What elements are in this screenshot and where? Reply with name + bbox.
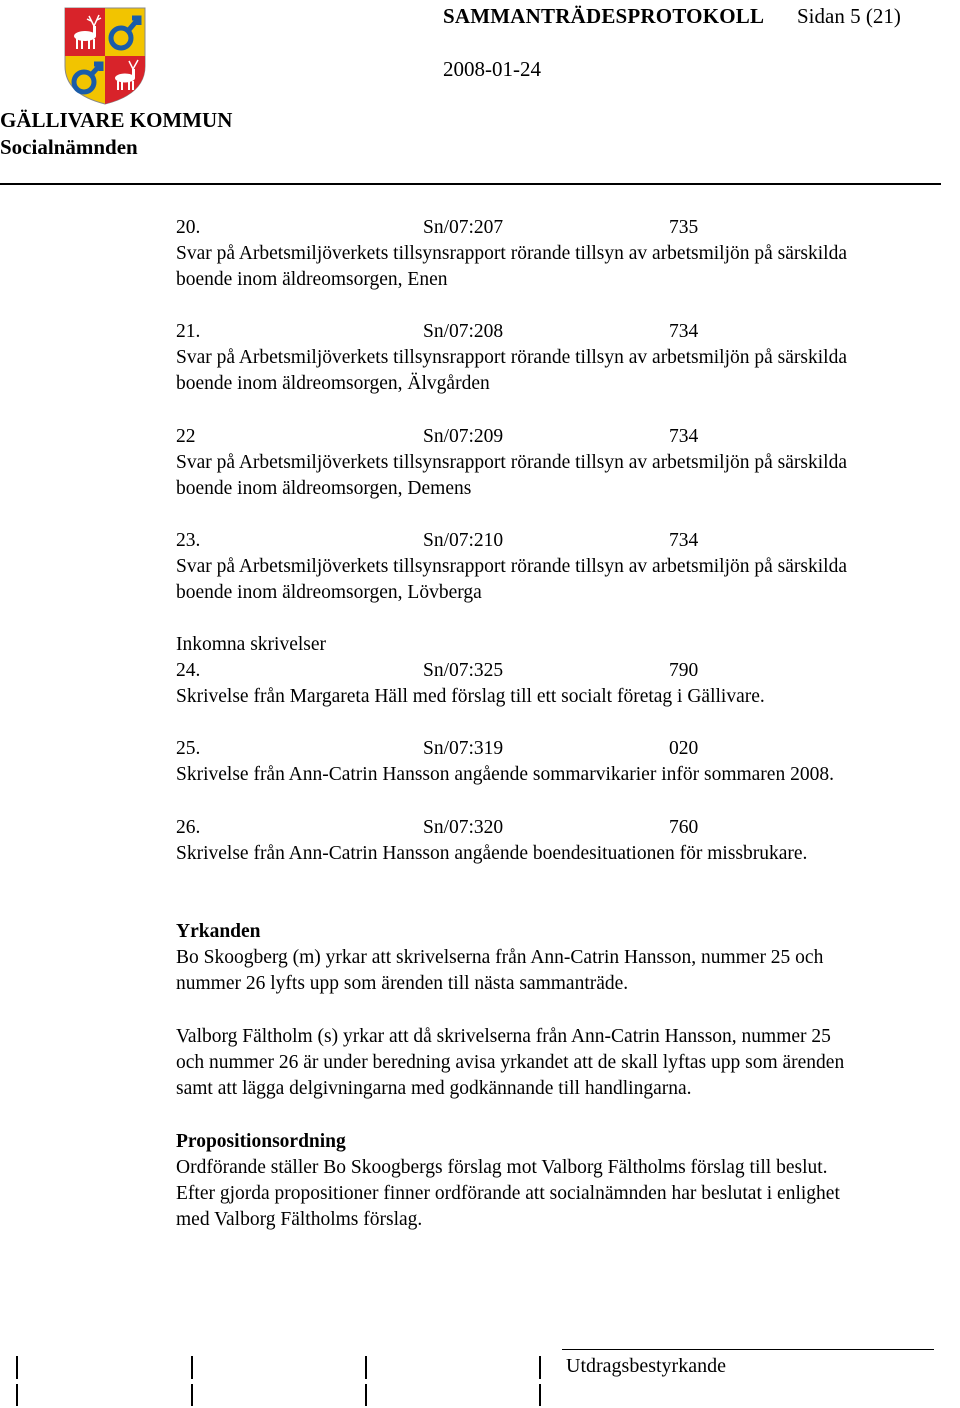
- item-header: [176, 425, 956, 449]
- item-text: Skrivelse från Ann-Catrin Hansson angående sommarvikarier inför sommaren 2008.: [176, 764, 834, 785]
- item-header: [176, 737, 956, 761]
- meeting-date: 2008-01-24: [443, 57, 541, 81]
- item-reference: Sn/07:319: [423, 738, 504, 759]
- paragraph-line: Efter gjorda propositioner finner ordförande att socialnämnden har beslutat i enlighet: [176, 1183, 840, 1204]
- item-reference: Sn/07:207: [423, 217, 504, 238]
- document-title: SAMMANTRÄDESPROTOKOLL: [443, 4, 765, 28]
- item-text: Skrivelse från Ann-Catrin Hansson angående boendesituationen för missbrukare.: [176, 843, 808, 864]
- paragraph-line: med Valborg Fältholms förslag.: [176, 1209, 423, 1230]
- item-text: boende inom äldreomsorgen, Enen: [176, 269, 448, 290]
- signature-divider: [365, 1356, 367, 1379]
- item-text: boende inom äldreomsorgen, Demens: [176, 478, 472, 499]
- item-reference: Sn/07:210: [423, 530, 504, 551]
- item-header: [176, 529, 956, 553]
- item-text: Skrivelse från Margareta Häll med förslag till ett socialt företag i Gällivare.: [176, 686, 765, 707]
- paragraph-line: Valborg Fältholm (s) yrkar att då skrivelserna från Ann-Catrin Hansson, nummer 25: [176, 1026, 831, 1047]
- header-divider: [0, 183, 941, 185]
- item-text: Svar på Arbetsmiljöverkets tillsynsrapport rörande tillsyn av arbetsmiljön på särskilda: [176, 347, 847, 368]
- municipality-name: GÄLLIVARE KOMMUN: [0, 108, 233, 132]
- footer-rule: [562, 1349, 934, 1350]
- signature-boxes: [0, 1340, 960, 1408]
- item-header: [176, 216, 956, 240]
- item-number: 22: [176, 426, 196, 447]
- item-reference: Sn/07:325: [423, 660, 504, 681]
- item-code: 760: [669, 817, 699, 838]
- item-code: 020: [669, 738, 699, 759]
- signature-divider: [539, 1384, 541, 1406]
- item-header: [176, 659, 956, 683]
- certification-label: Utdragsbestyrkande: [566, 1355, 726, 1377]
- incoming-heading: Inkomna skrivelser: [176, 634, 327, 655]
- item-number: 23.: [176, 530, 201, 551]
- signature-divider: [539, 1356, 541, 1379]
- item-header: [176, 320, 956, 344]
- signature-divider: [16, 1384, 18, 1406]
- page-number: Sidan 5 (21): [797, 4, 901, 28]
- item-reference: Sn/07:209: [423, 426, 504, 447]
- item-number: 24.: [176, 660, 201, 681]
- item-text: Svar på Arbetsmiljöverkets tillsynsrapport rörande tillsyn av arbetsmiljön på särskilda: [176, 243, 847, 264]
- item-number: 25.: [176, 738, 201, 759]
- yrkanden-heading: Yrkanden: [176, 921, 261, 942]
- item-reference: Sn/07:320: [423, 817, 504, 838]
- item-code: 790: [669, 660, 699, 681]
- signature-divider: [365, 1384, 367, 1406]
- signature-divider: [191, 1384, 193, 1406]
- item-number: 21.: [176, 321, 201, 342]
- item-text: boende inom äldreomsorgen, Lövberga: [176, 582, 482, 603]
- item-text: boende inom äldreomsorgen, Älvgården: [176, 373, 490, 394]
- item-header: [176, 816, 956, 840]
- item-text: Svar på Arbetsmiljöverkets tillsynsrapport rörande tillsyn av arbetsmiljön på särskilda: [176, 556, 847, 577]
- department-name: Socialnämnden: [0, 135, 138, 159]
- item-code: 734: [669, 530, 699, 551]
- paragraph-line: samt att lägga delgivningarna med godkännande till handlingarna.: [176, 1078, 692, 1099]
- paragraph-line: nummer 26 lyfts upp som ärenden till nästa sammanträde.: [176, 973, 629, 994]
- item-reference: Sn/07:208: [423, 321, 504, 342]
- item-code: 735: [669, 217, 699, 238]
- paragraph-line: Ordförande ställer Bo Skoogbergs förslag mot Valborg Fältholms förslag till beslut.: [176, 1157, 828, 1178]
- paragraph-line: Bo Skoogberg (m) yrkar att skrivelserna från Ann-Catrin Hansson, nummer 25 och: [176, 947, 824, 968]
- signature-divider: [191, 1356, 193, 1379]
- item-code: 734: [669, 426, 699, 447]
- item-number: 26.: [176, 817, 201, 838]
- signature-divider: [16, 1356, 18, 1379]
- coat-of-arms: [63, 6, 147, 106]
- item-code: 734: [669, 321, 699, 342]
- item-text: Svar på Arbetsmiljöverkets tillsynsrapport rörande tillsyn av arbetsmiljön på särskilda: [176, 452, 847, 473]
- item-number: 20.: [176, 217, 201, 238]
- propositionsordning-heading: Propositionsordning: [176, 1131, 346, 1152]
- paragraph-line: och nummer 26 är under beredning avisa yrkandet att de skall lyftas upp som ärenden: [176, 1052, 845, 1073]
